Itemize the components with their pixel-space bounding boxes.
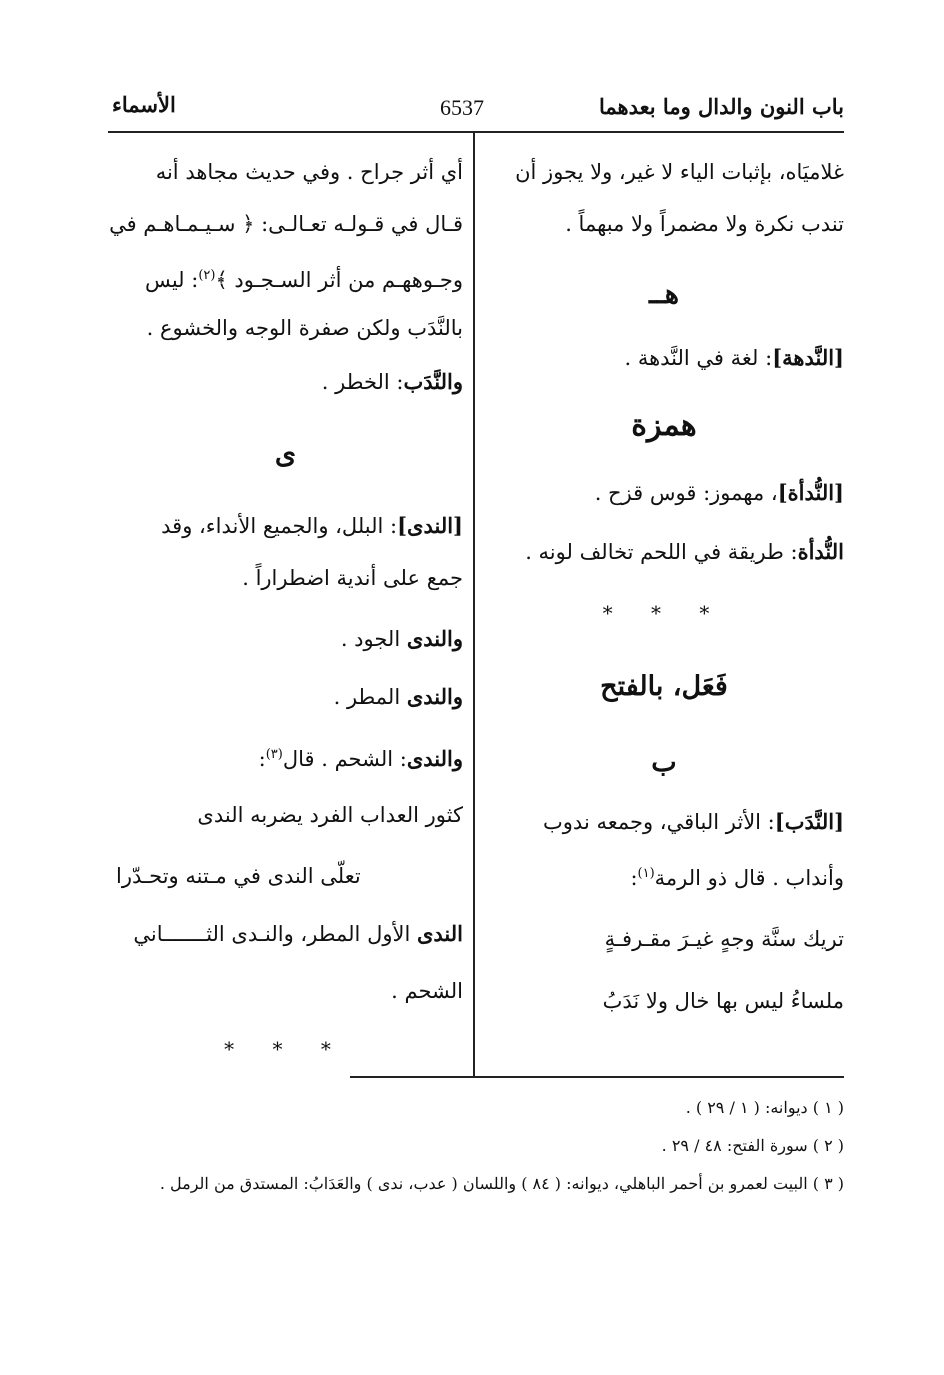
entry-nudaa-2 bbox=[484, 522, 844, 582]
footnote-rule bbox=[350, 1076, 844, 1078]
text-line: غلاميَاه، بإثبات الياء لا غير، ولا يجوز أن bbox=[515, 160, 844, 184]
verse-line: ملساءُ ليس بها خال ولا نَدَبُ bbox=[602, 989, 844, 1013]
verse-line: تريك سنَّة وجهٍ غيـرَ مقـرفـةٍ bbox=[604, 927, 844, 951]
text-line: جمع على أندية اضطراراً . bbox=[242, 566, 463, 590]
text-line: تندب نكرة ولا مضمراً ولا مبهماً . bbox=[565, 212, 844, 236]
verse-line: تعلّى الندى في مـتنه وتحـدّرا bbox=[116, 864, 361, 888]
text-line: بالنَّدَب ولكن صفرة الوجه والخشوع . bbox=[146, 316, 463, 340]
definition: : الشحم . قال bbox=[282, 747, 407, 771]
column-divider bbox=[473, 133, 475, 1077]
text-line: قـال في قـولـه تعـالـى: ﴿ سـيـمـاهـم في bbox=[109, 212, 463, 236]
entry-jood bbox=[108, 610, 463, 668]
lemma: النُّدأة bbox=[797, 539, 844, 564]
footnote-1: ( ١ ) ديوانه: ( ١ / ٢٩ ) . bbox=[685, 1098, 844, 1117]
entry-explanation bbox=[108, 906, 463, 962]
entry-matar bbox=[108, 668, 463, 726]
footnote-2: ( ٢ ) سورة الفتح: ٤٨ / ٢٩ . bbox=[661, 1136, 844, 1155]
page-number: 6537 bbox=[440, 95, 484, 120]
separator-stars: * * * bbox=[224, 1037, 347, 1061]
letter-heading-ya: ى bbox=[274, 439, 297, 470]
text-line bbox=[108, 250, 463, 302]
section-title: الأسماء bbox=[112, 92, 176, 117]
text-span: وأنداب . قال ذو الرمة bbox=[654, 866, 844, 890]
entry-shahm bbox=[108, 726, 463, 784]
lemma: [النَّدَب] bbox=[774, 809, 844, 834]
lemma: والنَّدَب bbox=[403, 369, 463, 394]
footnote-ref: (٢) bbox=[198, 268, 216, 283]
definition: : لغة في النَّدهة . bbox=[624, 346, 773, 370]
footnote-ref: (١) bbox=[637, 866, 655, 881]
separator-stars: * * * bbox=[602, 601, 726, 625]
text-span: : bbox=[630, 866, 638, 890]
text-span: وجـوههـم من أثر السـجـود ﴾ bbox=[215, 268, 463, 292]
lemma: والندى bbox=[406, 684, 463, 709]
definition: : الخطر . bbox=[321, 370, 404, 394]
right-column bbox=[484, 146, 844, 1032]
letter-heading-hamza: همزة bbox=[631, 408, 697, 443]
lemma: الندى bbox=[416, 921, 463, 946]
left-column bbox=[108, 146, 463, 1078]
lemma: والندى bbox=[406, 626, 463, 651]
lemma: والندى bbox=[406, 746, 463, 771]
text-line: أي أثر جراح . وفي حديث مجاهد أنه bbox=[155, 160, 463, 184]
chapter-title: باب النون والدال وما بعدهما bbox=[599, 94, 844, 119]
entry-nadha bbox=[484, 328, 844, 388]
entry-nada bbox=[108, 500, 463, 552]
definition: ، مهموز: قوس قزح . bbox=[594, 481, 778, 505]
definition: الأول المطر، والنـدى الثـــــــاني bbox=[133, 922, 417, 946]
entry-khatar bbox=[108, 354, 463, 410]
letter-heading-ha: هــ bbox=[648, 279, 680, 310]
pattern-heading: فَعَل، بالفتح bbox=[600, 671, 728, 702]
lemma: [النُّدأة] bbox=[777, 480, 844, 505]
footnote-ref: (٣) bbox=[265, 747, 283, 762]
footnote-3: ( ٣ ) البيت لعمرو بن أحمر الباهلي، ديوانه: ( ٨٤ ) واللسان ( عدب، ندى ) والعَدَابُ: المستدق من الرمل . bbox=[159, 1174, 844, 1193]
text-span: : ليس bbox=[145, 268, 199, 292]
entry-nudaa bbox=[484, 464, 844, 522]
definition: المطر . bbox=[333, 685, 407, 709]
text-line: الشحم . bbox=[391, 979, 463, 1003]
definition: الجود . bbox=[340, 627, 407, 651]
lemma: [الندى] bbox=[397, 513, 463, 538]
definition: : الأثر الباقي، وجمعه ندوب bbox=[543, 810, 775, 834]
text-line bbox=[484, 848, 844, 908]
lemma: [النَّدهة] bbox=[772, 345, 844, 370]
definition: : البلل، والجميع الأنداء، وقد bbox=[161, 514, 398, 538]
text-span: : bbox=[258, 747, 266, 771]
entry-nadab bbox=[484, 796, 844, 848]
verse-line: كثور العداب الفرد يضربه الندى bbox=[197, 803, 463, 827]
letter-heading-ba: ب bbox=[651, 747, 677, 778]
header-rule bbox=[108, 131, 844, 133]
definition: : طريقة في اللحم تخالف لونه . bbox=[525, 540, 798, 564]
